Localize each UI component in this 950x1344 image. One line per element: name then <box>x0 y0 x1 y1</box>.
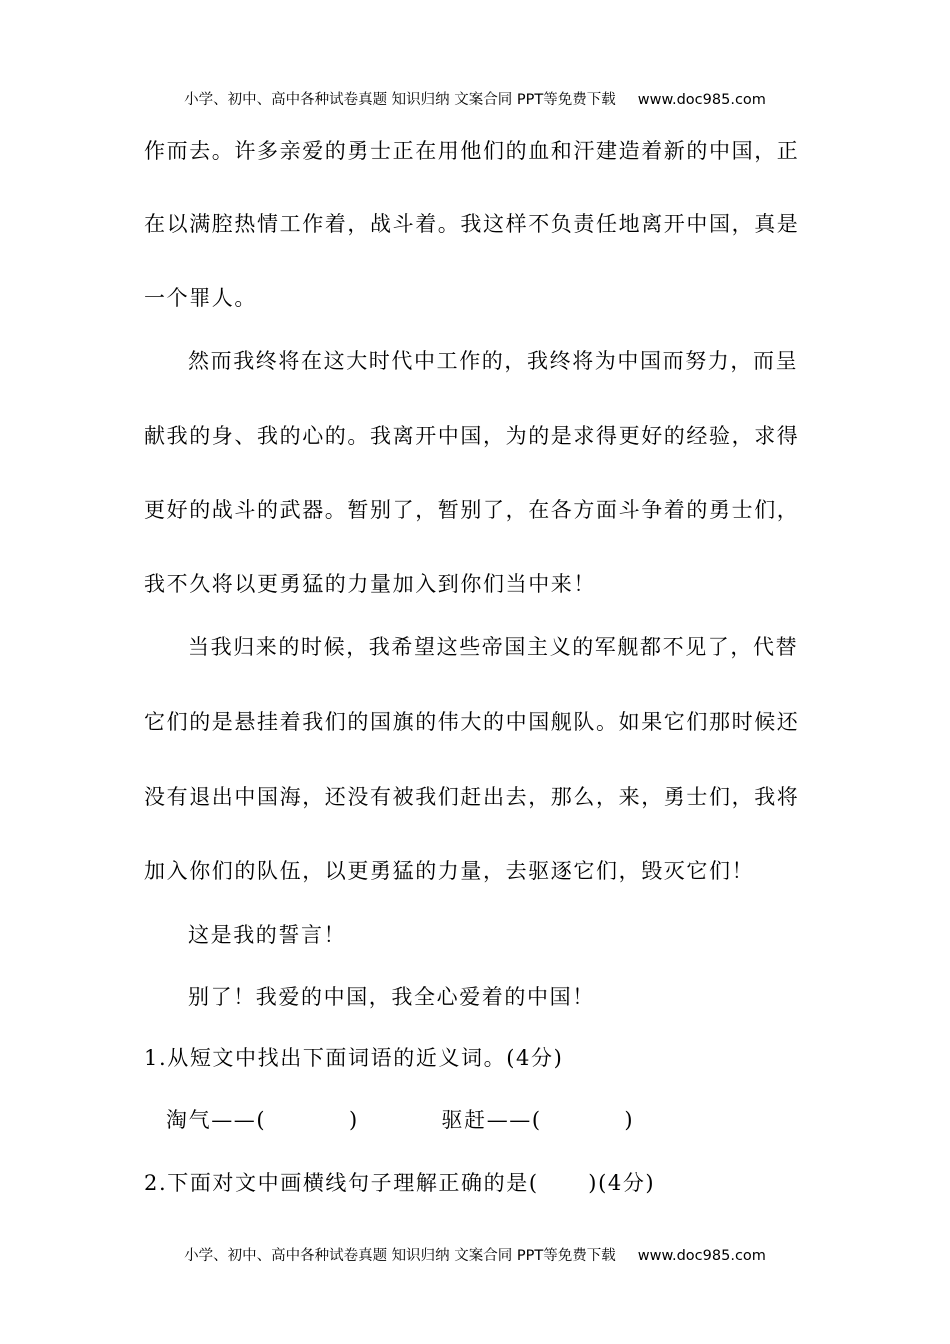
footer-text: 小学、初中、高中各种试卷真题 知识归纳 文案合同 PPT等免费下载 <box>184 1248 616 1264</box>
body-line: 献我的身、我的心的。我离开中国，为的是求得更好的经验，求得 <box>144 424 800 448</box>
body-line: 没有退出中国海，还没有被我们赶出去，那么，来，勇士们，我将 <box>144 785 800 809</box>
body-line: 当我归来的时候，我希望这些帝国主义的军舰都不见了，代替 <box>188 635 799 659</box>
body-line: 然而我终将在这大时代中工作的，我终将为中国而努力，而呈 <box>188 349 799 373</box>
question-1: 1.从短文中找出下面词语的近义词。(4分) <box>144 1046 564 1070</box>
page-footer <box>0 1244 950 1265</box>
body-line: 一个罪人。 <box>144 286 257 310</box>
body-line: 作而去。许多亲爱的勇士正在用他们的血和汗建造着新的中国，正 <box>144 139 800 163</box>
question-2: 2.下面对文中画横线句子理解正确的是( )(4分) <box>144 1171 656 1195</box>
body-line: 在以满腔热情工作着，战斗着。我这样不负责任地离开中国，真是 <box>144 212 800 236</box>
header-text: 小学、初中、高中各种试卷真题 知识归纳 文案合同 PPT等免费下载 <box>184 92 616 108</box>
body-line: 加入你们的队伍，以更勇猛的力量，去驱逐它们，毁灭它们！ <box>144 859 755 883</box>
body-line: 我不久将以更勇猛的力量加入到你们当中来！ <box>144 572 596 596</box>
body-line: 别了！我爱的中国，我全心爱着的中国！ <box>188 985 595 1009</box>
body-line: 它们的是悬挂着我们的国旗的伟大的中国舰队。如果它们那时候还 <box>144 710 800 734</box>
page-header <box>0 88 950 109</box>
body-line: 这是我的誓言！ <box>188 923 347 947</box>
body-line: 更好的战斗的武器。暂别了，暂别了，在各方面斗争着的勇士们， <box>144 498 800 522</box>
header-url[interactable]: www.doc985.com <box>637 92 766 108</box>
question-1-options: 淘气——( ) 驱赶——( ) <box>166 1108 635 1132</box>
footer-url[interactable]: www.doc985.com <box>637 1248 766 1264</box>
